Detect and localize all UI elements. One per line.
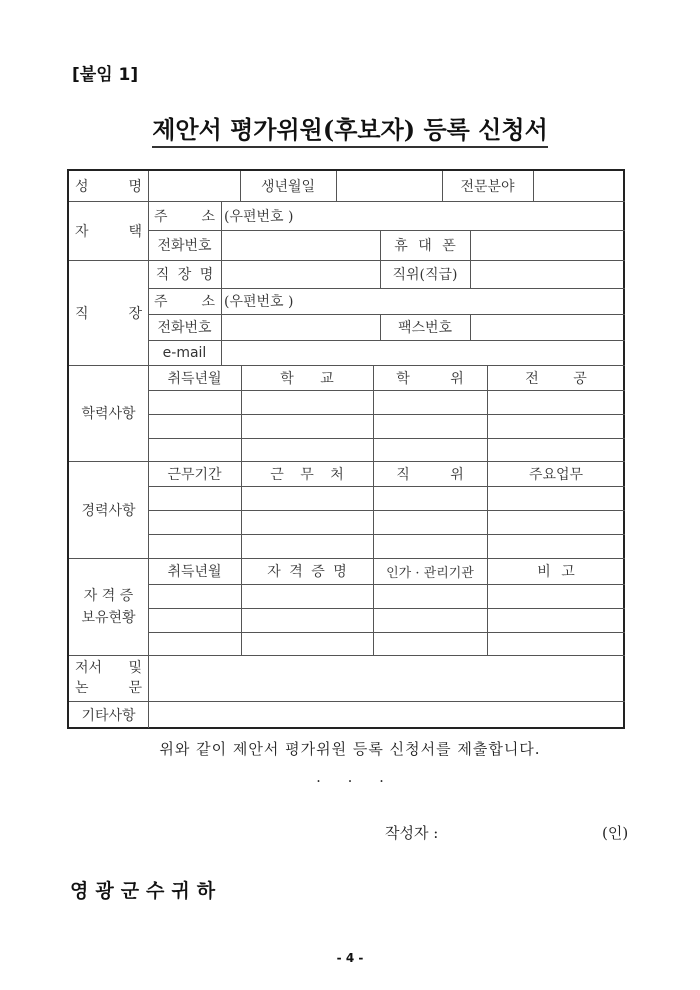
name-input[interactable]: [148, 171, 240, 201]
publications-label-text: 저서: [75, 660, 103, 676]
company-name-input[interactable]: [222, 260, 380, 288]
position-label: 직위(직급): [392, 267, 458, 283]
attachment-label: [붙임 1]: [72, 65, 139, 85]
home-phone-label: 전화번호: [157, 238, 212, 254]
certificates-row-2[interactable]: [149, 609, 625, 632]
home-phone-input[interactable]: [222, 230, 380, 260]
date-line: . . .: [316, 768, 384, 786]
career-col-workplace: 근 무 처: [270, 466, 344, 483]
publications-input[interactable]: [149, 655, 625, 701]
company-name-label: 직 장 명: [155, 267, 214, 283]
work-address-input[interactable]: (우편번호 ): [224, 294, 294, 310]
education-row-2[interactable]: [149, 415, 625, 438]
certificates-col-remarks: 비 고: [537, 564, 575, 580]
publications-label: [69, 655, 148, 701]
certificates-row-3[interactable]: [149, 633, 625, 655]
certificates-col-name: 자 격 증 명: [267, 564, 347, 580]
page-title-text: 제안서 평가위원(후보자) 등록 신청서: [152, 115, 548, 148]
career-row-2[interactable]: [149, 511, 625, 534]
education-col-date: 취득년월: [167, 370, 222, 387]
publications-label-text: 및: [128, 660, 142, 676]
declaration-text: 위와 같이 제안서 평가위원 등록 신청서를 제출합니다.: [159, 740, 541, 758]
home-address-input[interactable]: (우편번호 ): [224, 208, 294, 225]
education-row-3[interactable]: [149, 439, 625, 461]
career-col-period: 근무기간: [167, 466, 222, 483]
certificates-section-label: [69, 558, 148, 655]
work-phone-label: 전화번호: [157, 320, 212, 336]
name-label: 성 명: [75, 179, 142, 195]
education-col-degree: 학 위: [396, 370, 464, 387]
writer-label: 작성자 :: [385, 824, 439, 842]
education-col-school: 학 교: [280, 370, 334, 387]
certificates-row-1[interactable]: [149, 585, 625, 608]
certificates-col-issuer: 인가 · 관리기관: [386, 565, 474, 581]
certificates-label-line2: 보유현황: [81, 609, 136, 626]
home-section-label: 자 택: [75, 223, 142, 240]
fax-input[interactable]: [471, 314, 625, 340]
email-input[interactable]: [222, 340, 625, 365]
publications-label-text: 문: [128, 680, 142, 696]
birth-date-input[interactable]: [336, 171, 442, 201]
specialty-label: 전문분야: [460, 179, 515, 195]
career-col-duties: 주요업무: [528, 466, 584, 483]
recipient: 영광군수귀하: [70, 880, 223, 902]
page-title: [0, 110, 700, 145]
birth-date-label: 생년월일: [260, 179, 316, 195]
other-notes-input[interactable]: [149, 701, 625, 728]
career-col-position: 직 위: [396, 466, 464, 483]
seal-label: (인): [602, 824, 629, 842]
mobile-label: 휴 대 폰: [394, 238, 456, 254]
education-section-label: 학력사항: [81, 406, 136, 422]
certificates-col-date: 취득년월: [167, 564, 222, 580]
home-address-label: 주 소: [154, 208, 215, 225]
education-col-major: 전 공: [525, 370, 587, 387]
certificates-label-line1: 자 격 증: [83, 587, 134, 604]
position-input[interactable]: [471, 260, 625, 288]
email-label: e-mail: [162, 344, 207, 361]
work-phone-input[interactable]: [222, 314, 380, 340]
registration-form-table: [67, 169, 625, 729]
mobile-input[interactable]: [471, 230, 625, 260]
work-section-label: 직 장: [75, 305, 142, 322]
page-number: - 4 -: [336, 951, 364, 965]
work-address-label: 주 소: [154, 294, 215, 310]
career-section-label: 경력사항: [81, 502, 136, 519]
career-row-1[interactable]: [149, 487, 625, 510]
education-row-1[interactable]: [149, 391, 625, 414]
fax-label: 팩스번호: [397, 320, 453, 336]
other-notes-label: 기타사항: [81, 707, 136, 724]
career-row-3[interactable]: [149, 535, 625, 558]
specialty-input[interactable]: [533, 171, 625, 201]
publications-label-text: 논: [75, 680, 89, 696]
